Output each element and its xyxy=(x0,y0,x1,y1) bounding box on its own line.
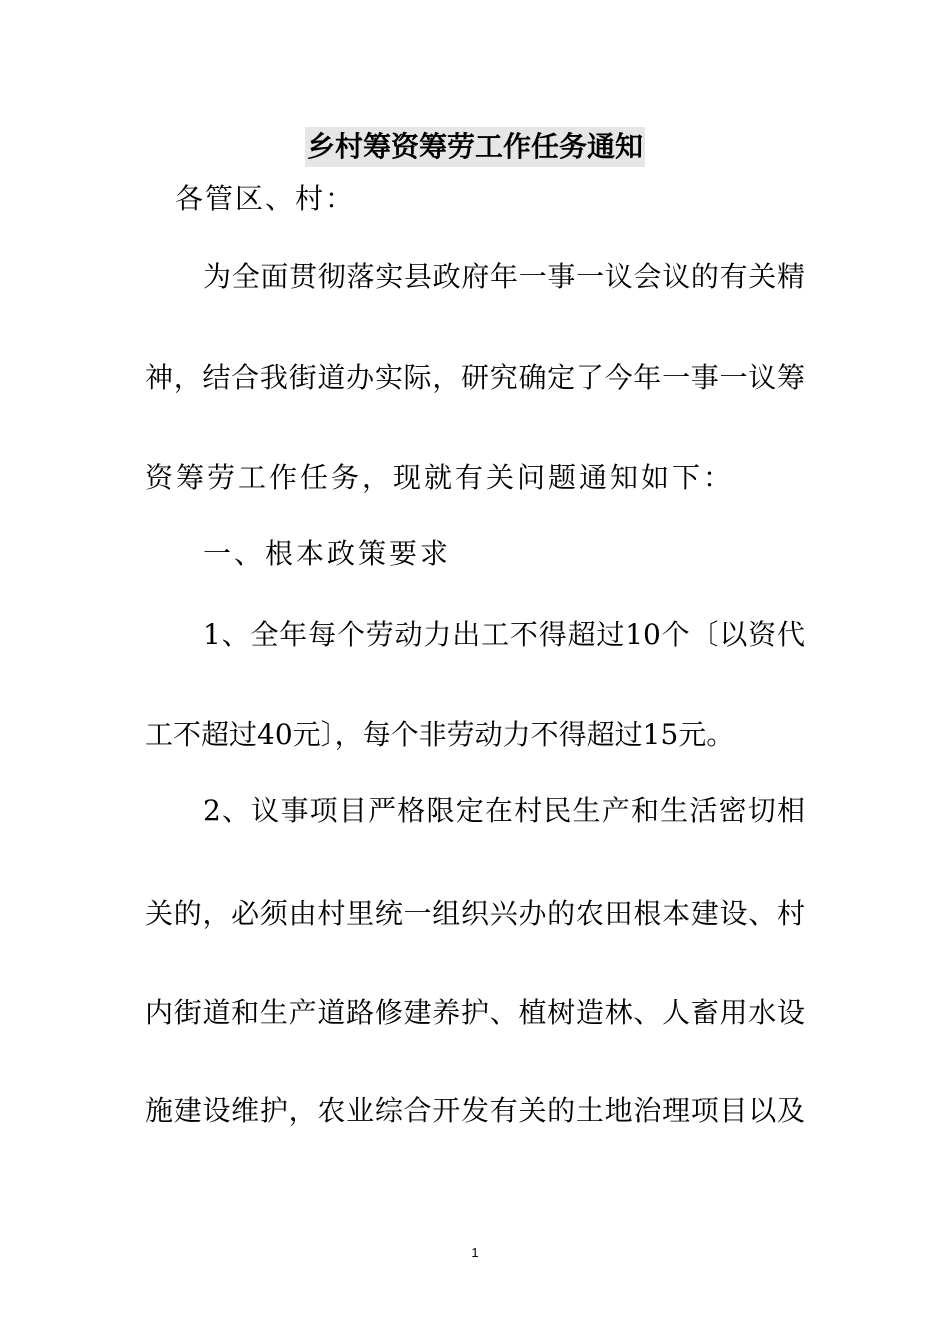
page-number: 1 xyxy=(471,1245,479,1260)
paragraph-line: 内街道和生产道路修建养护、植树造林、人畜用水设 xyxy=(145,996,805,1029)
paragraph-line: 神，结合我街道办实际，研究确定了今年一事一议筹 xyxy=(145,361,805,394)
paragraph-line: 为全面贯彻落实县政府年一事一议会议的有关精 xyxy=(203,260,805,293)
salutation: 各管区、村： xyxy=(175,182,356,215)
section-heading: 一、根本政策要求 xyxy=(203,537,452,570)
paragraph-line: 1、全年每个劳动力出工不得超过10个〔以资代 xyxy=(203,618,805,651)
paragraph-line: 关的，必须由村里统一组织兴办的农田根本建设、村 xyxy=(145,897,805,930)
document-title: 乡村筹资筹劳工作任务通知 xyxy=(305,127,645,167)
paragraph-line: 工不超过40元〕，每个非劳动力不得超过15元。 xyxy=(145,718,735,751)
paragraph-line: 资筹劳工作任务，现就有关问题通知如下： xyxy=(145,461,735,494)
paragraph-line: 施建设维护，农业综合开发有关的土地治理项目以及 xyxy=(145,1094,805,1127)
paragraph-line: 2、议事项目严格限定在村民生产和生活密切相 xyxy=(203,794,805,827)
title-container xyxy=(0,127,950,167)
